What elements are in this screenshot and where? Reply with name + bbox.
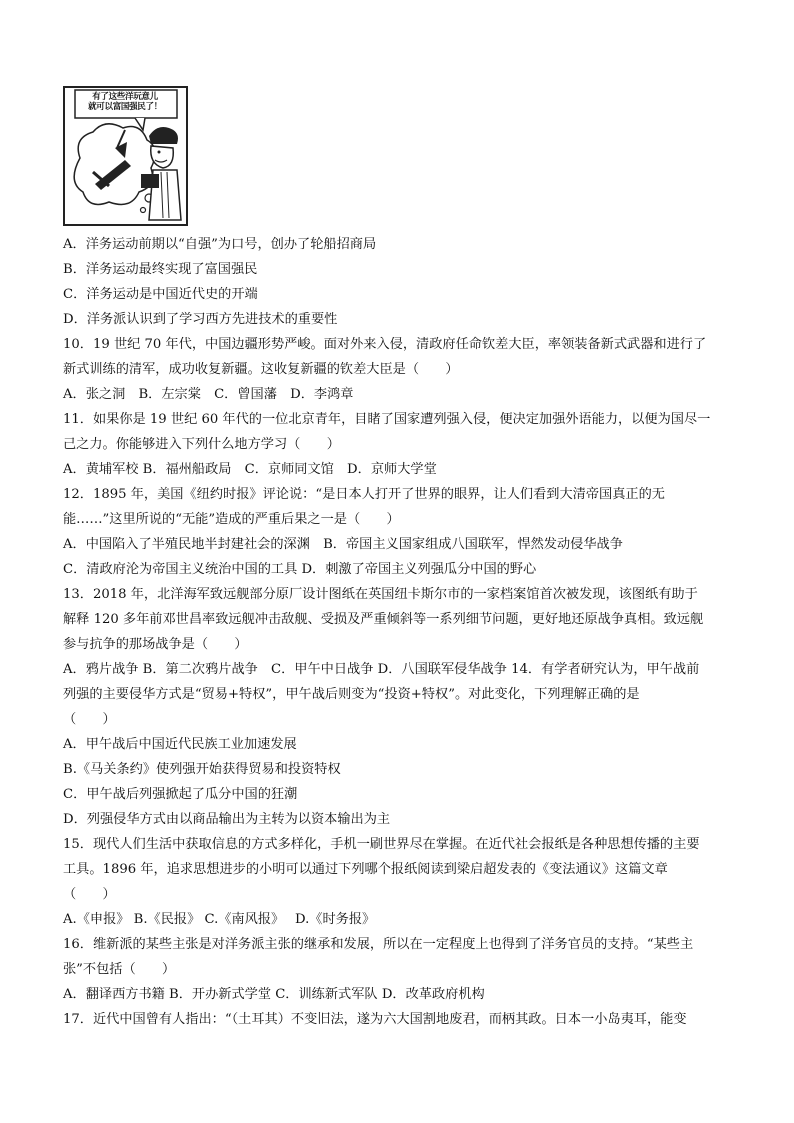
q10-stem-1: 10．19 世纪 70 年代，中国边疆形势严峻。面对外来入侵，清政府任命钦差大臣，率领装备新式武器和进行了 xyxy=(63,337,707,352)
speech-bubble xyxy=(85,92,165,112)
q17-stem-1: 17．近代中国曾有人指出：“（土耳其）不变旧法，遂为六大国割地废君，而柄其政。日本一小岛夷耳，能变 xyxy=(63,1012,687,1027)
q13-stem-1: 13．2018 年，北洋海军致远舰部分原厂设计图纸在英国纽卡斯尔市的一家档案馆首次被发现，该图纸有助于 xyxy=(63,587,698,602)
q9-option-d: D．洋务派认识到了学习西方先进技术的重要性 xyxy=(63,312,338,327)
q10-options: A．张之洞 B．左宗棠 C．曾国藩 D．李鸿章 xyxy=(63,387,354,402)
q12-options-2: C．清政府沦为帝国主义统治中国的工具 D．刺激了帝国主义列强瓜分中国的野心 xyxy=(63,562,537,577)
q11-options: A．黄埔军校 B．福州船政局 C．京师同文馆 D．京师大学堂 xyxy=(63,462,437,477)
q16-stem-1: 16．维新派的某些主张是对洋务派主张的继承和发展，所以在一定程度上也得到了洋务官员的支持。“某些主 xyxy=(63,937,694,952)
q11-stem-2: 己之力。你能够进入下列什么地方学习（ ） xyxy=(63,437,340,452)
cartoon-illustration xyxy=(63,86,188,226)
speech-line-1: 有了这些洋玩意儿 xyxy=(92,92,158,102)
q14-option-a: A．甲午战后中国近代民族工业加速发展 xyxy=(63,737,297,752)
q12-stem-1: 12．1895 年，美国《纽约时报》评论说：“是日本人打开了世界的眼界，让人们看到大清帝国真正的无 xyxy=(63,487,665,502)
q9-option-b: B．洋务运动最终实现了富国强民 xyxy=(63,262,258,277)
q12-stem-2: 能……”这里所说的“无能”造成的严重后果之一是（ ） xyxy=(63,512,400,527)
q15-stem-1: 15．现代人们生活中获取信息的方式多样化，手机一刷世界尽在掌握。在近代社会报纸是各种思想传播的主要 xyxy=(63,837,700,852)
q16-stem-2: 张”不包括（ ） xyxy=(63,962,176,977)
q15-options: A.《申报》 B.《民报》 C.《南风报》 D.《时务报》 xyxy=(63,912,376,927)
q11-stem-1: 11．如果你是 19 世纪 60 年代的一位北京青年，目睹了国家遭列强入侵，便决定加强外语能力，以便为国尽一 xyxy=(63,412,711,427)
speech-line-2: 就可以富国强民了！ xyxy=(88,102,162,112)
q9-option-a: A．洋务运动前期以“自强”为口号，创办了轮船招商局 xyxy=(63,237,377,252)
q14-option-c: C．甲午战后列强掀起了瓜分中国的狂潮 xyxy=(63,787,298,802)
q14-stem-3: （ ） xyxy=(63,712,116,727)
q12-options-1: A．中国陷入了半殖民地半封建社会的深渊 B．帝国主义国家组成八国联军，悍然发动侵华战争 xyxy=(63,537,623,552)
q14-option-d: D．列强侵华方式由以商品输出为主转为以资本输出为主 xyxy=(63,812,391,827)
q16-options: A．翻译西方书籍 B．开办新式学堂 C．训练新式军队 D．改革政府机构 xyxy=(63,987,485,1002)
q9-option-c: C．洋务运动是中国近代史的开端 xyxy=(63,287,258,302)
q15-stem-2: 工具。1896 年，追求思想进步的小明可以通过下列哪个报纸阅读到梁启超发表的《变法通议》这篇文章 xyxy=(63,862,668,877)
q14-stem-2: 列强的主要侵华方式是“贸易+特权”，甲午战后则变为“投资+特权”。对此变化，下列理解正确的是 xyxy=(63,687,640,702)
q13-stem-2: 解释 120 多年前邓世昌率致远舰冲击敌舰、受损及严重倾斜等一系列细节问题，更好地还原战争真相。致远舰 xyxy=(63,612,704,627)
q15-stem-3: （ ） xyxy=(63,887,116,902)
q10-stem-2: 新式训练的清军，成功收复新疆。这收复新疆的钦差大臣是（ ） xyxy=(63,362,459,377)
q14-option-b: B.《马关条约》使列强开始获得贸易和投资特权 xyxy=(63,762,341,777)
q13-stem-3: 参与抗争的那场战争是（ ） xyxy=(63,637,248,652)
q13-options-q14-stem: A．鸦片战争 B．第二次鸦片战争 C．甲午中日战争 D．八国联军侵华战争 14．有学者研究认为，甲午战前 xyxy=(63,662,700,677)
